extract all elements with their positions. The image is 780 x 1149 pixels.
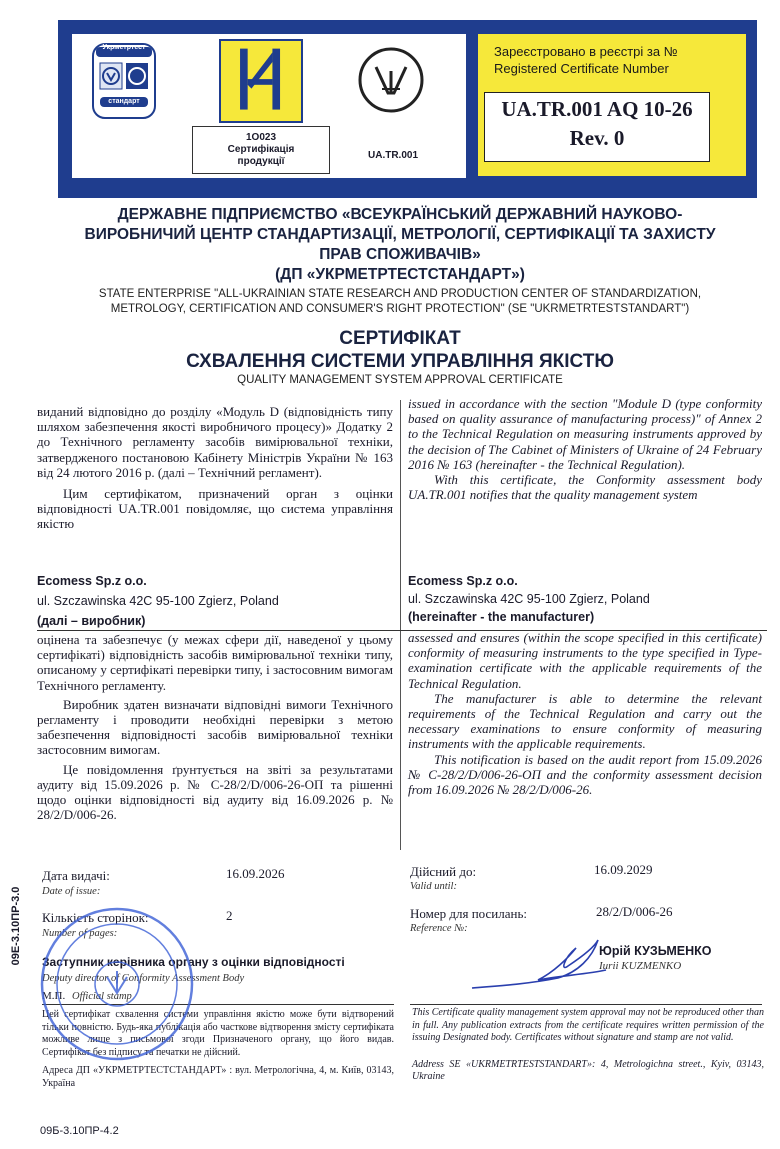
uk-paragraph: Цим сертифікатом, призначений орган з оцінки відповідності UA.TR.001 повідомляє, що система управління якістю xyxy=(37,486,393,532)
valid-until-value: 16.09.2029 xyxy=(594,862,653,877)
reference-value: 28/2/D/006-26 xyxy=(596,904,673,919)
side-code xyxy=(6,880,20,990)
enterprise-line: ДЕРЖАВНЕ ПІДПРИЄМСТВО «ВСЕУКРАЇНСЬКИЙ ДЕРЖАВНИЙ НАУКОВО- xyxy=(117,206,683,223)
registry-revision: Rev. 0 xyxy=(569,126,625,150)
certification-label-box xyxy=(192,126,330,174)
notice-en-text: This Certificate quality management system approval may not be reproduced other than in full. Any publication extracts from the certificate requires written permission of the issuing Designated body. Certificates without signature and stamp are not valid. xyxy=(412,1007,764,1043)
national-conformity-trident-icon xyxy=(356,45,426,115)
en-manufacturer-note: (hereinafter - the manufacturer) xyxy=(408,610,595,624)
enterprise-line: (ДП «УКРМЕТРТЕСТСТАНДАРТ») xyxy=(275,266,525,283)
stamp-sublabel: Official stamp xyxy=(72,991,132,1002)
stamp-label: М.П. xyxy=(42,990,66,1002)
en-intro xyxy=(408,396,762,502)
enterprise-line: ВИРОБНИЧИЙ ЦЕНТР СТАНДАРТИЗАЦІЇ, МЕТРОЛОГІЇ, СЕРТИФІКАЦІЇ ТА ЗАХИСТУ xyxy=(84,226,716,243)
official-stamp-icon xyxy=(38,905,196,1063)
en-paragraph: With this certificate, the Conformity assessment body UA.TR.001 notifies that the quality management system xyxy=(408,472,762,503)
signature-icon xyxy=(468,928,608,998)
address-en-text: Address SE «UKRMETRTESTSTANDART»: 4, Metrologichna street., Kyiv, 03143, Ukraine xyxy=(412,1058,764,1082)
uk-paragraph: Це повідомлення ґрунтується на звіті за результатами аудиту від 15.09.2026 р. № С-28/2/D/006-26-ОП та рішенні щодо оцінки відповідності від аудиту від 16.09.2026 р. № 28/2/D/006-26. xyxy=(37,761,393,823)
enterprise-name-uk xyxy=(40,205,760,285)
en-paragraph: issued in accordance with the section "Module D (type conformity based on quality assurance of manufacturing process)" of Annex 2 to the Technical Regulation on measuring instruments approved by the decision of The Cabinet of Ministers of Ukraine of 24 February 2016 № 163 (hereinafter - the Technical Regulation). xyxy=(408,396,762,472)
cert-label-line: продукції xyxy=(237,156,285,167)
en-company: Ecomess Sp.z o.o. xyxy=(408,574,518,588)
cert-label-line: 1O023 xyxy=(245,132,277,143)
pages-label: Кількість сторінок: xyxy=(42,910,149,925)
signatory-name-uk: Юрій КУЗЬМЕНКО xyxy=(599,944,712,958)
address-uk-text: Адреса ДП «УКРМЕТРТЕСТСТАНДАРТ» : вул. Метрологічна, 4, м. Київ, 03143, Україна xyxy=(42,1065,394,1089)
uk-body xyxy=(37,632,393,822)
registry-number: UA.TR.001 AQ 10-26 xyxy=(501,97,693,121)
mark-code: UA.TR.001 xyxy=(368,150,419,161)
title-line: СЕРТИФІКАТ xyxy=(339,328,461,349)
notice-uk-text: Цей сертифікат схвалення системи управління якістю може бути відтворений тільки повністю. Будь-яка публікація або часткове відтворення змісту сертифіката можливе лише з письмової згоди Призначеного органу, що його видав. Сертифікат без підпису та печатки не дійсний. xyxy=(42,1009,394,1058)
cert-label-line: Сертифікація xyxy=(227,144,295,155)
logo-top-text: Укрметртест xyxy=(102,44,146,51)
uk-company: Ecomess Sp.z o.o. xyxy=(37,574,147,588)
en-paragraph: The manufacturer is able to determine the relevant requirements of the Technical Regulation and carry out the necessary examinations to ensure conformity of measuring instruments with the applicable requirements. xyxy=(408,690,762,752)
enterprise-line-en: STATE ENTERPRISE "ALL-UKRAINIAN STATE RESEARCH AND PRODUCTION CENTER OF STANDARDIZATION, xyxy=(98,288,702,300)
uk-paragraph: оцінена та забезпечує (у межах сфери дії, наведеної у цьому сертифікаті) відповідність засобів вимірювальної техніки типу, описаному у сертифікаті перевірки типу, і застосовним вимогам Технічного регламенту. xyxy=(37,632,393,693)
reference-sublabel: Reference №: xyxy=(410,923,468,934)
side-code-text: 09Е-3.10ПР-3.0 xyxy=(10,886,22,966)
deputy-title-uk: Заступник керівника органу з оцінки відповідності xyxy=(42,955,345,969)
pages-value: 2 xyxy=(226,908,233,923)
reference-label: Номер для посилань: xyxy=(410,906,527,921)
enterprise-name-en xyxy=(40,287,760,317)
valid-until-label: Дійсний до: xyxy=(410,864,477,879)
uk-intro xyxy=(37,404,393,532)
valid-until-sublabel: Valid until: xyxy=(410,881,457,892)
pages-sublabel: Number of pages: xyxy=(42,928,118,939)
en-paragraph: This notification is based on the audit report from 15.09.2026 № C-28/2/D/006-26-ОП and the conformity assessment decision from 16.09.2026 № 28/2/D/006-26. xyxy=(408,751,762,798)
logo-bottom-text: стандарт xyxy=(108,98,140,105)
registry-title-en: Registered Certificate Number xyxy=(494,61,669,76)
uk-address: ul. Szczawinska 42C 95-100 Zgierz, Poland xyxy=(37,594,279,608)
ua-conformity-mark-icon xyxy=(219,39,303,123)
ukrmetrtest-logo-icon xyxy=(92,43,156,119)
issue-date-label: Дата видачі: xyxy=(42,868,110,883)
uk-manufacturer-note: (далі – виробник) xyxy=(37,614,146,628)
column-divider xyxy=(400,400,401,850)
deputy-title-en: Deputy director of Conformity Assessment Body xyxy=(42,973,245,984)
issue-date-value: 16.09.2026 xyxy=(226,866,285,881)
en-paragraph: assessed and ensures (within the scope specified in this certificate) conformity of measuring instruments to the type specified in Type-examination certificate with the applicable requirements of the Technical Regulation. xyxy=(408,630,762,691)
enterprise-line-en: METROLOGY, CERTIFICATION AND CONSUMER'S RIGHT PROTECTION" (SE "UKRMETRTESTSTANDART") xyxy=(110,303,690,315)
title-line: СХВАЛЕННЯ СИСТЕМИ УПРАВЛІННЯ ЯКІСТЮ xyxy=(186,351,614,372)
registry-title-uk: Зареєстровано в реєстрі за № xyxy=(494,44,678,59)
enterprise-line: ПРАВ СПОЖИВАЧІВ» xyxy=(319,246,481,263)
notice-en xyxy=(412,1007,764,1084)
signatory-name-en: Iurii KUZMENKO xyxy=(599,960,682,972)
registry-title xyxy=(494,43,678,77)
en-body xyxy=(408,630,762,797)
certificate-title-uk xyxy=(40,327,760,373)
certificate-title-en: QUALITY MANAGEMENT SYSTEM APPROVAL CERTIFICATE xyxy=(237,374,563,386)
bottom-form-code: 09Б-3.10ПР-4.2 xyxy=(40,1125,119,1137)
signature-line-right xyxy=(410,1004,762,1005)
issue-date-sublabel: Date of issue: xyxy=(42,886,101,897)
uk-paragraph: Виробник здатен визначати відповідні вимоги Технічного регламенту і проводити необхідні перевірки з метою забезпечення відповідності засобів вимірювальної техніки застосовним вимогам. xyxy=(37,696,393,758)
uk-paragraph: виданий відповідно до розділу «Модуль D (відповідність типу шляхом забезпечення якості виробничого процесу)» Додатку 2 до Технічного регламенту засобів вимірювальної техніки, затвердженого постановою Кабінету Міністрів України № 163 від 24 лютого 2016 р. (далі – Технічний регламент). xyxy=(37,404,393,480)
registry-number-box xyxy=(484,92,710,162)
en-address: ul. Szczawinska 42C 95-100 Zgierz, Poland xyxy=(408,592,650,606)
